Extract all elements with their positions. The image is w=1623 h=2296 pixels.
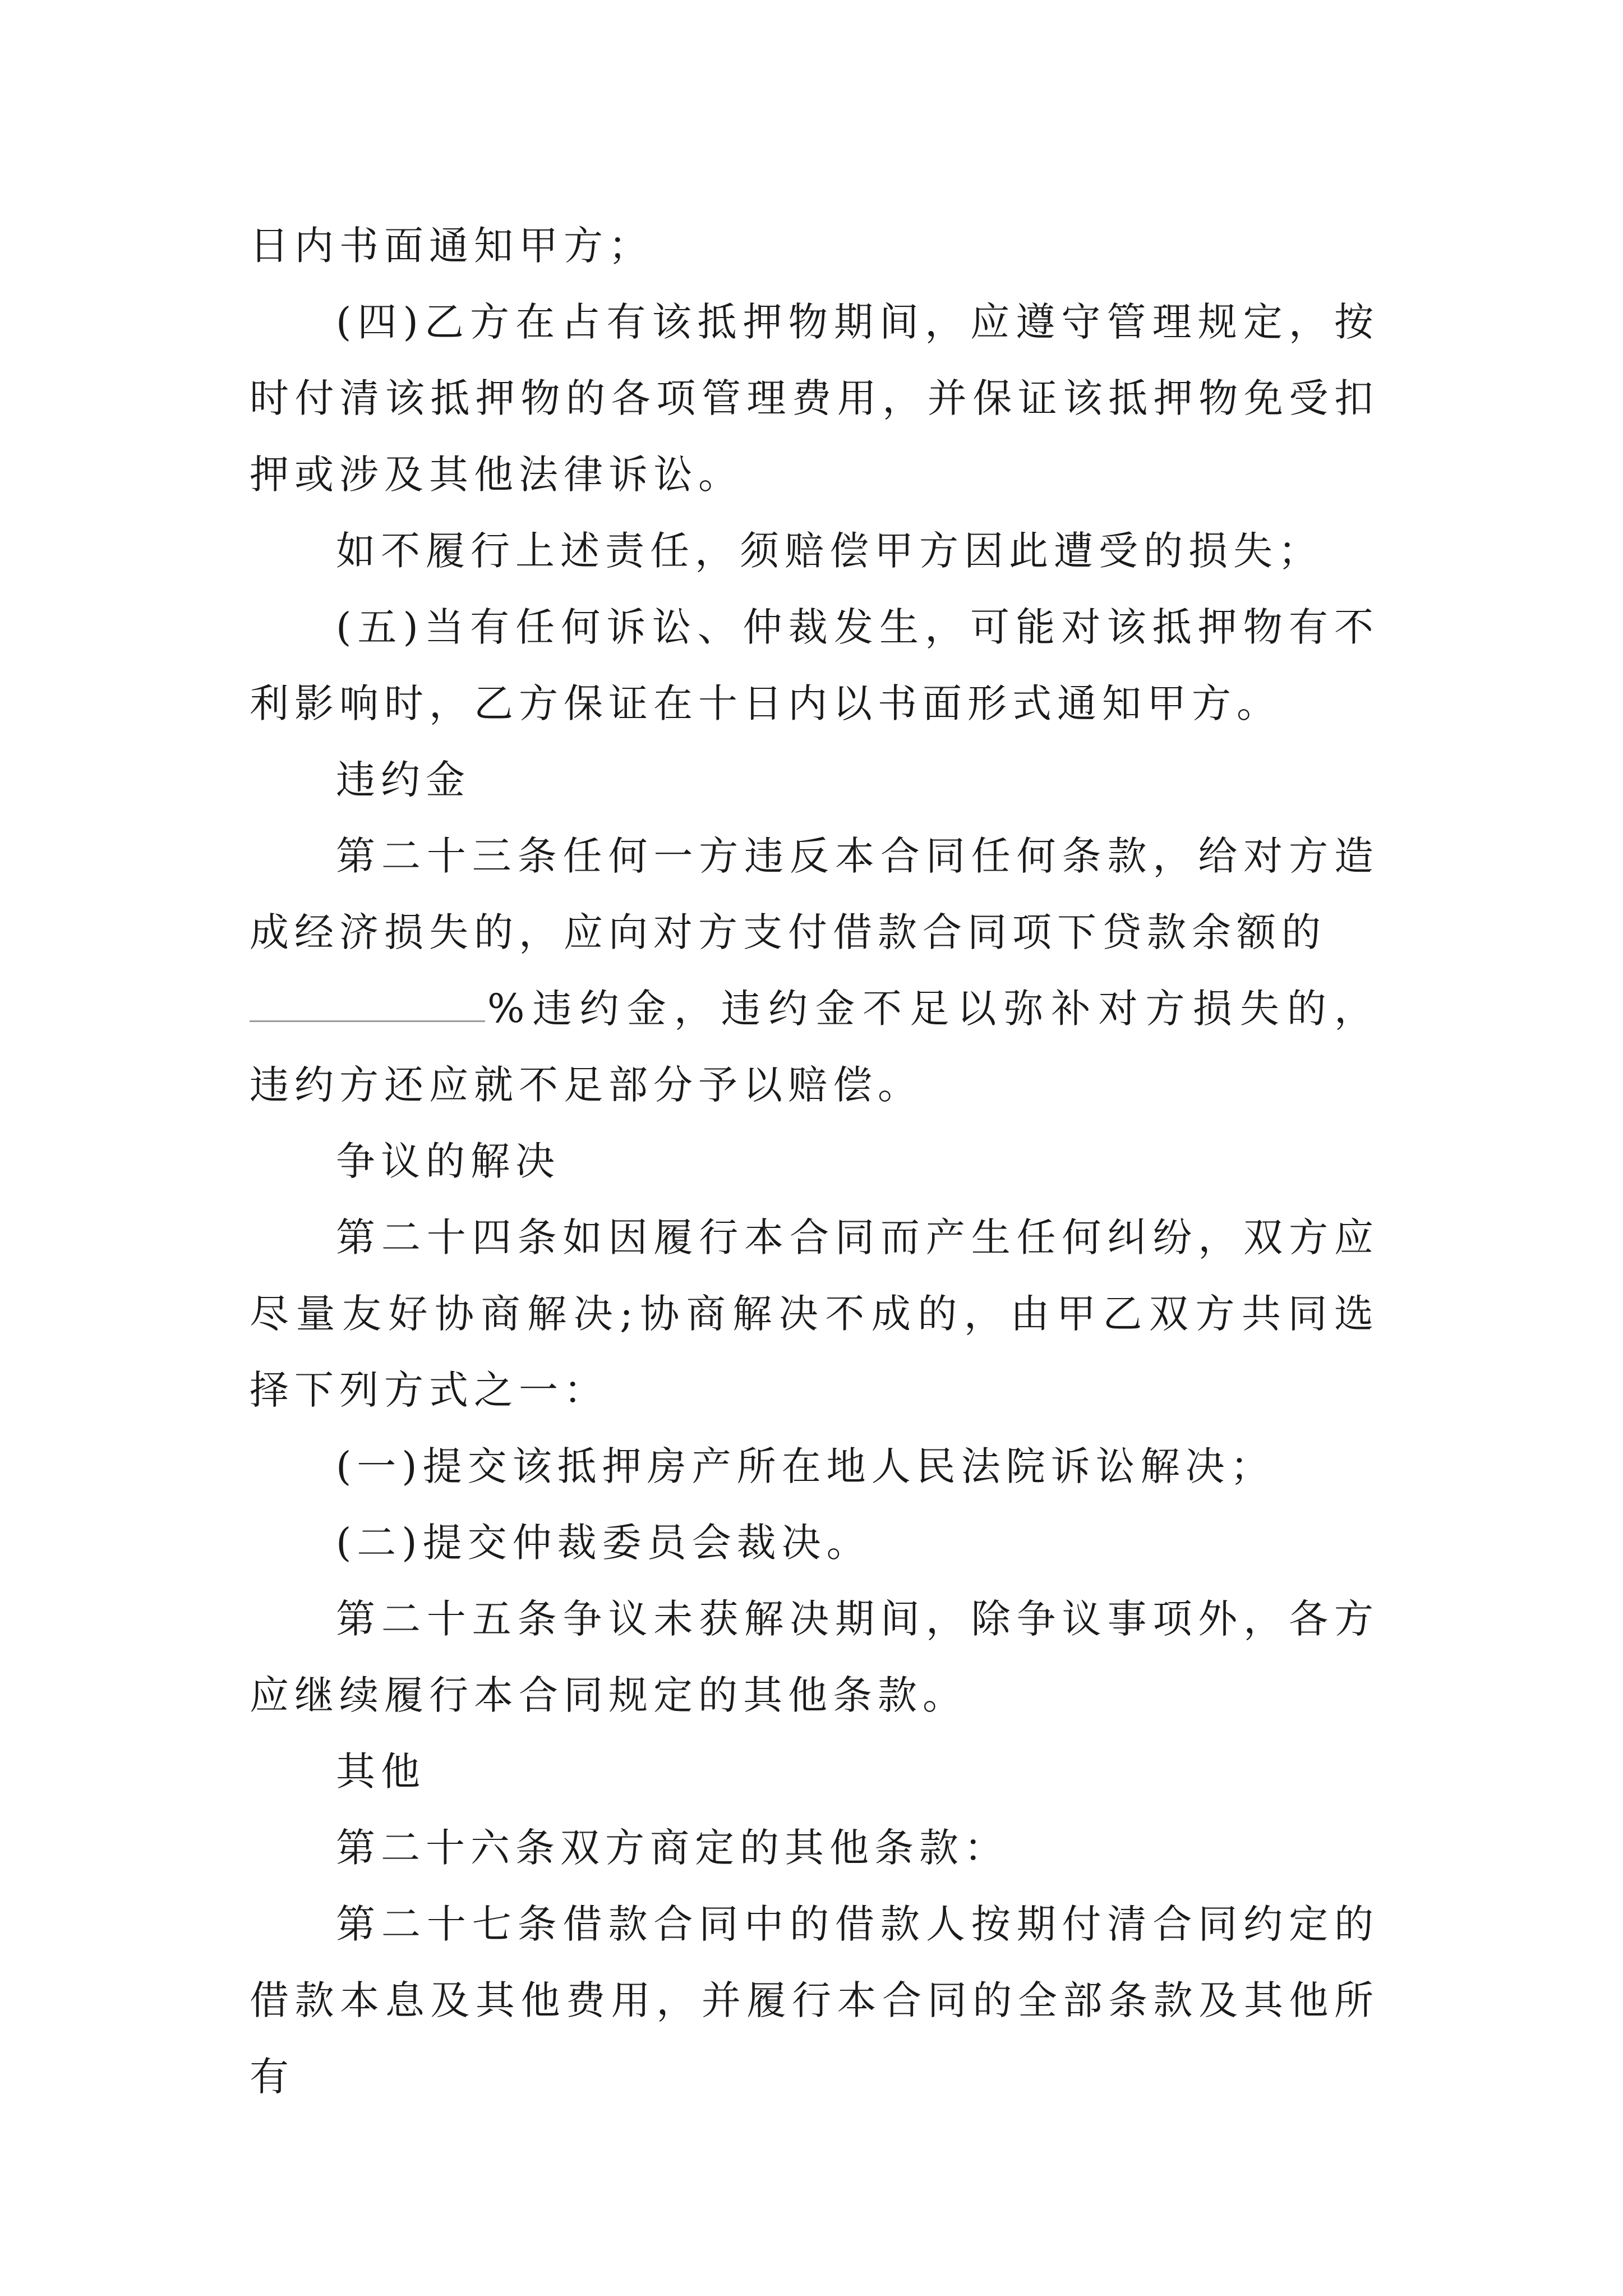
paragraph-article-24: 第二十四条如因履行本合同而产生任何纠纷，双方应尽量友好协商解决;协商解决不成的，由甲乙双方共同选择下列方式之一： — [250, 1214, 1379, 1413]
paragraph-article-25: 第二十五条争议未获解决期间，除争议事项外，各方应继续履行本合同规定的其他条款。 — [250, 1596, 1379, 1718]
paragraph-clause-4: (四)乙方在占有该抵押物期间，应遵守管理规定，按时付清该抵押物的各项管理费用，并保证该抵押物免受扣押或涉及其他法律诉讼。 — [250, 299, 1379, 498]
paragraph-option-1: (一)提交该抵押房产所在地人民法院诉讼解决； — [336, 1443, 1275, 1489]
section-heading-dispute: 争议的解决 — [336, 1138, 560, 1184]
paragraph-liability: 如不履行上述责任，须赔偿甲方因此遭受的损失； — [336, 528, 1323, 574]
paragraph-clause-5: (五)当有任何诉讼、仲裁发生，可能对该抵押物有不利影响时，乙方保证在十日内以书面形式通知甲方。 — [250, 604, 1379, 726]
section-heading-penalty: 违约金 — [336, 757, 471, 803]
paragraph-article-23-cont — [250, 970, 1379, 1123]
paragraph-article-27: 第二十七条借款合同中的借款人按期付清合同约定的借款本息及其他费用，并履行本合同的全部条款及其他所有 — [250, 1901, 1379, 2100]
fill-in-blank[interactable] — [250, 1018, 485, 1022]
paragraph-article-26: 第二十六条双方商定的其他条款： — [336, 1825, 1009, 1871]
paragraph-option-2: (二)提交仲裁委员会裁决。 — [336, 1520, 872, 1566]
document-body — [250, 208, 1379, 2115]
paragraph-article-23: 第二十三条任何一方违反本合同任何条款，给对方造成经济损失的，应向对方支付借款合同项下贷款余额的 — [250, 833, 1379, 955]
section-heading-other: 其他 — [336, 1749, 426, 1795]
paragraph-continuation: 日内书面通知甲方； — [250, 223, 653, 269]
paragraph-article-23-tail: %违约金，违约金不足以弥补对方损失的，违约方还应就不足部分予以赔偿。 — [250, 986, 1379, 1108]
